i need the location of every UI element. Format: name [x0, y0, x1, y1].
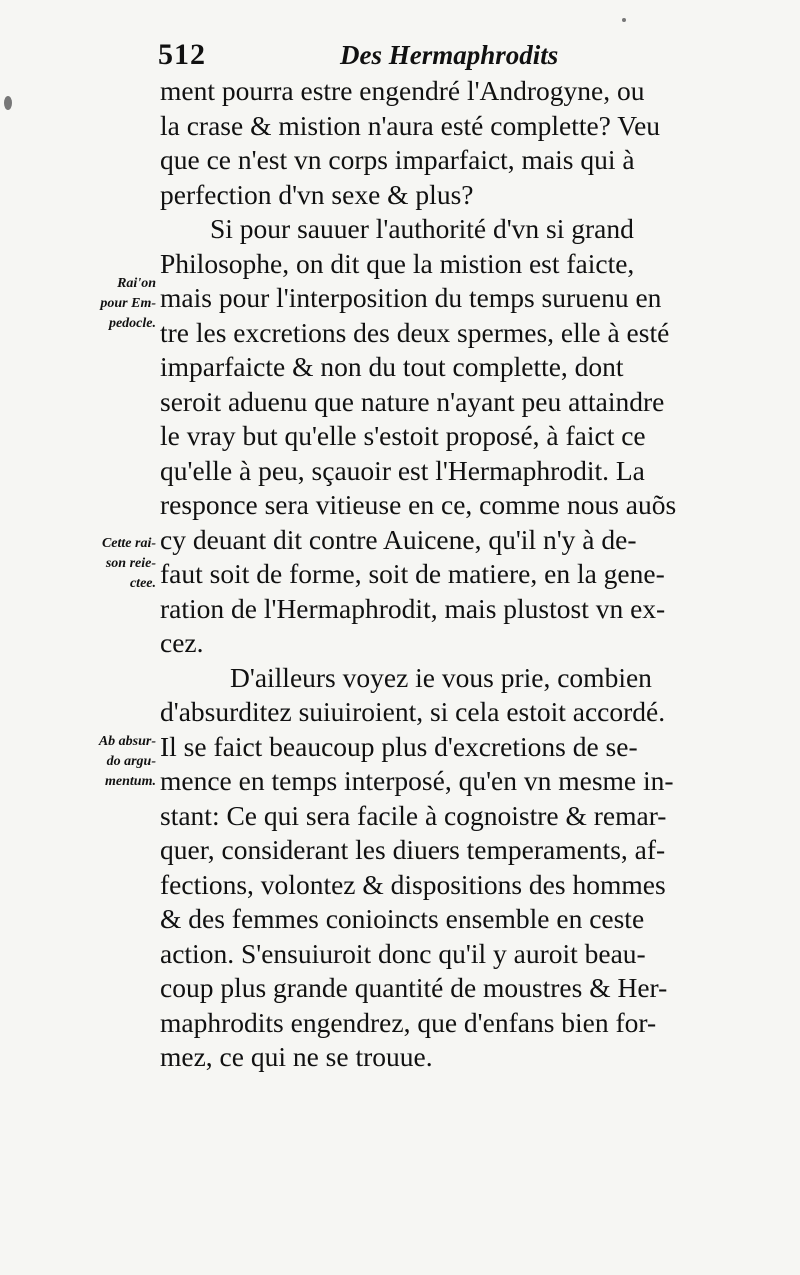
- text-line: la crase & mistion n'aura esté complette? Veu: [160, 109, 661, 141]
- text-line: responce sera vitieuse en ce, comme nous auõs: [160, 489, 677, 520]
- text-line: qu'elle à peu, sçauoir est l'Hermaphrodit. La: [160, 454, 645, 486]
- text-line: maphrodits engendrez, que d'enfans bien for-: [160, 1006, 657, 1038]
- margin-note-empedocle: Rai'on pour Em- pedocle.: [100, 276, 156, 331]
- text-line: cy deuant dit contre Auicene, qu'il n'y à de-: [160, 523, 637, 555]
- text-line: action. S'ensuiuroit donc qu'il y auroit beau-: [160, 937, 646, 969]
- page-number: 512: [158, 38, 206, 71]
- text-line: perfection d'vn sexe & plus?: [160, 178, 474, 210]
- text-line: & des femmes conioincts ensemble en ceste: [160, 903, 645, 934]
- text-line: fections, volontez & dispositions des hommes: [160, 868, 666, 900]
- text-line: ration de l'Hermaphrodit, mais plustost vn ex-: [160, 592, 666, 624]
- text-line: mez, ce qui ne se trouue.: [160, 1041, 433, 1072]
- text-line: mence en temps interposé, qu'en vn mesme in-: [160, 765, 674, 796]
- text-line: que ce n'est vn corps imparfaict, mais qui à: [160, 144, 635, 175]
- text-line: Philosophe, on dit que la mistion est faicte,: [160, 247, 635, 279]
- paper-blemish: [4, 96, 12, 110]
- text-line: d'absurditez suiuiroient, si cela estoit accordé.: [160, 696, 666, 727]
- text-line: seroit aduenu que nature n'ayant peu attaindre: [160, 385, 665, 417]
- text-line: imparfaicte & non du tout complette, dont: [160, 351, 624, 382]
- text-line: faut soit de forme, soit de matiere, en la gene-: [160, 558, 665, 589]
- margin-note-rejected: Cette rai- son reie- ctee.: [101, 536, 156, 591]
- text-line: stant: Ce qui sera facile à cognoistre & remar-: [160, 799, 667, 831]
- text-line: ment pourra estre engendré l'Androgyne, ou: [160, 75, 645, 106]
- text-line: cez.: [160, 627, 204, 658]
- text-line: Il se faict beaucoup plus d'excretions de se-: [160, 730, 638, 762]
- text-line: le vray but qu'elle s'estoit proposé, à faict ce: [160, 420, 646, 451]
- text-line: Si pour sauuer l'authorité d'vn si grand: [210, 213, 634, 244]
- text-line: D'ailleurs voyez ie vous prie, combien: [230, 661, 652, 693]
- text-line: mais pour l'interposition du temps suruenu en: [160, 282, 662, 313]
- body-text: [160, 74, 740, 1075]
- paper-blemish: [622, 18, 626, 22]
- text-line: tre les excretions des deux spermes, elle à esté: [160, 316, 670, 348]
- running-head: Des Hermaphrodits: [340, 40, 559, 70]
- page-header: [158, 38, 738, 78]
- text-line: quer, considerant les diuers temperaments, af-: [160, 834, 666, 865]
- margin-note-ab-absurdo: Ab absur- do argu- mentum.: [98, 734, 156, 789]
- text-line: coup plus grande quantité de moustres & Her-: [160, 972, 668, 1003]
